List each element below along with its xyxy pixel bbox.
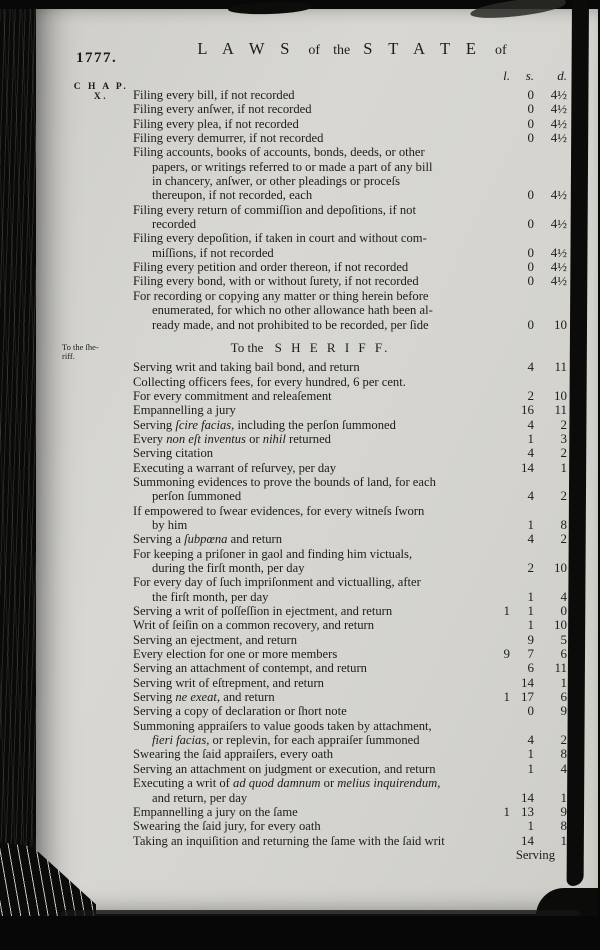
fee-amount — [488, 274, 572, 288]
fee-shillings: 4 — [527, 359, 534, 375]
column-header-shillings: s. — [525, 68, 534, 83]
fee-description: Summoning evidences to prove the bounds of land, for each perſon ſummoned — [133, 474, 436, 504]
fee-shillings: 1 — [527, 430, 534, 446]
fee-shillings: 0 — [527, 703, 534, 719]
fee-description: Serving an attachment on judgment or execution, and return — [133, 761, 436, 776]
sheriff-section-heading — [36, 339, 572, 362]
fee-row — [36, 418, 572, 432]
fee-shillings: 1 — [527, 746, 534, 762]
fee-pence: 4½ — [550, 259, 567, 275]
fee-amount — [488, 532, 572, 546]
fee-shillings: 14 — [521, 674, 534, 690]
scan-bottom-edge — [0, 916, 600, 950]
fee-amount — [488, 518, 572, 532]
fee-shillings: 7 — [527, 646, 534, 662]
fee-shillings: 14 — [521, 832, 534, 848]
fee-pence: 10 — [554, 316, 567, 332]
fee-row — [36, 432, 572, 446]
clerk-fee-list — [36, 88, 572, 332]
fee-shillings: 2 — [527, 560, 534, 575]
fee-pence: 4½ — [550, 130, 567, 146]
fee-pounds: 1 — [503, 603, 510, 619]
page-title — [154, 39, 550, 59]
fee-amount — [488, 131, 572, 145]
fee-amount — [488, 633, 572, 647]
fee-amount — [488, 604, 572, 618]
fee-amount — [488, 819, 572, 833]
fee-description: Filing every depoſition, if taken in court and without com- miſſions, if not recorded — [133, 231, 427, 260]
fee-pounds: 1 — [503, 803, 510, 819]
fee-description: Serving writ and taking bail bond, and return — [133, 360, 360, 375]
fee-description: Empannelling a jury on the ſame — [133, 804, 298, 819]
fee-row — [36, 676, 572, 690]
fee-amount — [488, 389, 572, 403]
fee-amount — [488, 561, 572, 575]
fee-row — [36, 719, 572, 748]
fee-amount — [488, 489, 572, 503]
fee-pence: 9 — [560, 703, 567, 719]
fee-amount — [488, 618, 572, 632]
fee-pence: 4½ — [550, 87, 567, 102]
fee-row — [36, 231, 572, 260]
fee-description: Serving a writ of poſſeſſion in ejectment, and return — [133, 604, 393, 619]
fee-row — [36, 532, 572, 546]
fee-pence: 8 — [560, 516, 567, 532]
fee-row — [36, 647, 572, 661]
fee-description: Taking an inquiſition and returning the ſame with the ſaid writ — [133, 833, 445, 848]
currency-column-headers — [488, 68, 572, 84]
fee-row — [36, 360, 572, 374]
fee-amount — [488, 360, 572, 374]
fee-amount — [488, 102, 572, 116]
fee-description: Filing accounts, books of accounts, bonds, deeds, or other papers, or writings referred to or made a part of any bill in chancery, anſwer, or other pleadings or proceſs thereupon, if not recorded, each — [133, 145, 433, 203]
fee-shillings: 0 — [527, 130, 534, 146]
fee-pence: 1 — [560, 674, 567, 690]
fee-row — [36, 690, 572, 704]
fee-amount — [488, 805, 572, 819]
fee-shillings: 0 — [527, 115, 534, 131]
fee-pounds: 1 — [503, 689, 510, 705]
fee-shillings: 0 — [527, 87, 534, 102]
fee-shillings: 0 — [527, 259, 534, 275]
fee-row — [36, 604, 572, 618]
fee-description: Filing every petition and order thereon, if not recorded — [133, 260, 409, 275]
fee-schedule — [36, 88, 572, 862]
fee-pence: 2 — [560, 488, 567, 504]
fee-description: Filing every bond, with or without ſurety, if not recorded — [133, 274, 419, 289]
sheriff-heading-pre: To the — [230, 339, 264, 355]
fee-shillings: 14 — [521, 789, 534, 805]
fee-pence: 6 — [560, 646, 567, 662]
fee-row — [36, 274, 572, 288]
fee-description: For every commitment and releaſement — [133, 388, 332, 403]
fee-amount — [488, 188, 572, 202]
fee-shillings: 4 — [527, 416, 534, 432]
column-header-pounds: l. — [503, 68, 510, 83]
fee-description: Serving an attachment of contempt, and return — [133, 661, 367, 676]
fee-description: Serving a ſubpœna and return — [133, 532, 283, 547]
fee-description: Swearing the ſaid jury, for every oath — [133, 819, 321, 834]
sheriff-heading-name: S H E R I F F. — [274, 339, 391, 355]
fee-shillings: 0 — [527, 101, 534, 117]
fee-row — [36, 117, 572, 131]
fee-description: Every non eſt inventus or nihil returned — [133, 431, 331, 446]
fee-description: Serving ſcire facias, including the perſon ſummoned — [133, 417, 396, 432]
fee-shillings: 16 — [521, 402, 534, 418]
fee-pence: 1 — [560, 832, 567, 848]
fee-pence: 2 — [560, 531, 567, 547]
fee-pence: 11 — [554, 660, 567, 676]
fee-pence: 4½ — [550, 101, 567, 117]
fee-pence: 2 — [560, 732, 567, 748]
fee-row — [36, 289, 572, 332]
fee-shillings: 0 — [527, 216, 534, 232]
fee-description: Executing a writ of ad quod damnum or melius inquirendum, and return, per day — [133, 776, 441, 805]
fee-amount — [488, 762, 572, 776]
fee-pence: 4½ — [550, 216, 567, 232]
fee-shillings: 9 — [527, 631, 534, 647]
fee-description: Empannelling a jury — [133, 403, 236, 418]
fee-amount — [488, 318, 572, 332]
fee-amount — [488, 747, 572, 761]
fee-pounds: 9 — [503, 646, 510, 662]
fee-shillings: 4 — [527, 732, 534, 748]
fee-pence: 4 — [560, 760, 567, 776]
fee-amount — [488, 647, 572, 661]
fee-row — [36, 88, 572, 102]
margin-year: 1777. — [76, 50, 118, 66]
fee-pence: 10 — [554, 560, 567, 575]
chapter-label: C H A P. — [73, 82, 129, 92]
fee-shillings: 6 — [527, 660, 534, 676]
fee-shillings: 1 — [527, 818, 534, 834]
fee-row — [36, 747, 572, 761]
title-word-of2: of — [495, 43, 507, 58]
fee-pence: 4½ — [550, 115, 567, 131]
fee-description: Serving citation — [133, 446, 214, 461]
fee-shillings: 1 — [527, 588, 534, 604]
fee-pence: 8 — [560, 746, 567, 762]
fee-shillings: 4 — [527, 488, 534, 504]
fee-description: Filing every bill, if not recorded — [133, 88, 295, 102]
fee-shillings: 13 — [521, 803, 534, 819]
chapter-number: X. — [93, 92, 109, 102]
fee-pence: 2 — [560, 445, 567, 461]
fee-description: For every day of ſuch impriſonment and victualling, after the firſt month, per day — [133, 575, 421, 604]
fee-amount — [488, 733, 572, 747]
fee-description: Filing every demurrer, if not recorded — [133, 131, 324, 146]
title-word-the: the — [333, 43, 351, 58]
fee-pence: 4 — [560, 588, 567, 604]
catchword-row — [36, 848, 572, 862]
fee-row — [36, 375, 572, 389]
fee-pence: 1 — [560, 789, 567, 805]
fee-shillings: 0 — [527, 316, 534, 332]
fee-shillings: 0 — [527, 187, 534, 203]
fee-amount — [488, 217, 572, 231]
fee-pence: 9 — [560, 803, 567, 819]
fee-shillings: 1 — [527, 760, 534, 776]
fee-amount — [488, 432, 572, 446]
fee-amount — [488, 661, 572, 675]
fee-amount — [488, 446, 572, 460]
fee-description: If empowered to ſwear evidences, for every witneſs ſworn by him — [133, 503, 425, 532]
fee-row — [36, 834, 572, 848]
fee-shillings: 1 — [527, 617, 534, 633]
fee-description: Serving an ejectment, and return — [133, 632, 298, 647]
fee-shillings: 14 — [521, 459, 534, 475]
margin-note-line1: To the ſhe- — [62, 341, 99, 352]
fee-row — [36, 776, 572, 805]
scanned-page — [36, 6, 598, 914]
fee-row — [36, 102, 572, 116]
fee-description: Serving a copy of declaration or ſhort note — [133, 704, 347, 719]
fee-row — [36, 547, 572, 576]
fee-amount — [488, 834, 572, 848]
fee-pence: 4½ — [550, 187, 567, 203]
margin-note-sheriff — [62, 343, 126, 362]
fee-row — [36, 504, 572, 533]
fee-row — [36, 618, 572, 632]
fee-amount — [488, 791, 572, 805]
fee-pence: 5 — [560, 631, 567, 647]
fee-row — [36, 446, 572, 460]
margin-note-line2: riff. — [62, 351, 75, 362]
fee-description: Executing a warrant of reſurvey, per day — [133, 460, 337, 475]
fee-row — [36, 805, 572, 819]
fee-row — [36, 819, 572, 833]
sheriff-fee-list — [36, 360, 572, 848]
fee-pence: 2 — [560, 416, 567, 432]
fee-pence: 10 — [554, 387, 567, 403]
fee-pence: 4½ — [550, 244, 567, 260]
catchword: Serving — [515, 847, 555, 862]
column-header-pence: d. — [557, 68, 567, 83]
fee-row — [36, 575, 572, 604]
fee-row — [36, 633, 572, 647]
fee-pence: 3 — [560, 430, 567, 446]
fee-row — [36, 461, 572, 475]
fee-row — [36, 131, 572, 145]
fee-pence: 11 — [554, 402, 567, 418]
fee-shillings: 1 — [527, 516, 534, 532]
fee-pence: 10 — [554, 617, 567, 633]
fee-row — [36, 661, 572, 675]
fee-row — [36, 260, 572, 274]
fee-row — [36, 475, 572, 504]
fee-shillings: 4 — [527, 531, 534, 547]
fee-description: Filing every return of commiſſion and depoſitions, if not recorded — [133, 202, 416, 232]
title-word-state: S T A T E — [363, 39, 483, 58]
fee-row — [36, 403, 572, 417]
fee-description: For keeping a priſoner in gaol and finding him victuals, during the firſt month, per day — [133, 546, 413, 575]
fee-amount — [488, 88, 572, 102]
fee-row — [36, 762, 572, 776]
fee-amount — [488, 461, 572, 475]
fee-pence: 6 — [560, 689, 567, 705]
fee-pence: 1 — [560, 459, 567, 475]
fee-amount — [488, 403, 572, 417]
fee-pence: 4½ — [550, 273, 567, 289]
fee-pence: 8 — [560, 818, 567, 834]
fee-row — [36, 704, 572, 718]
fee-amount — [488, 246, 572, 260]
fee-pence: 0 — [560, 603, 567, 619]
fee-shillings: 4 — [527, 445, 534, 461]
fee-shillings: 0 — [527, 244, 534, 260]
fee-row — [36, 145, 572, 202]
fee-description: Swearing the ſaid appraiſers, every oath — [133, 747, 334, 762]
fee-description: Filing every anſwer, if not recorded — [133, 102, 312, 117]
fee-description: Every election for one or more members — [133, 647, 338, 662]
title-word-of: of — [308, 43, 321, 58]
fee-amount — [488, 690, 572, 704]
fee-description: Filing every plea, if not recorded — [133, 116, 299, 131]
sheriff-heading-text — [133, 341, 488, 355]
fee-shillings: 1 — [527, 603, 534, 619]
fee-pence: 11 — [554, 359, 567, 375]
fee-shillings: 17 — [521, 689, 534, 705]
fee-description: Serving ne exeat, and return — [133, 690, 275, 705]
title-word-laws: L A W S — [197, 39, 296, 58]
fee-shillings: 0 — [527, 273, 534, 289]
fee-description: For recording or copying any matter or thing herein before enumerated, for which no other allowance hath been al- ready made, and not prohibited to be recorded, per ſide — [133, 288, 433, 332]
fee-description: Serving writ of eſtrepment, and return — [133, 675, 324, 690]
fee-amount — [488, 418, 572, 432]
fee-amount — [488, 676, 572, 690]
fee-shillings: 2 — [527, 387, 534, 403]
fee-amount — [488, 260, 572, 274]
fee-row — [36, 203, 572, 232]
fee-amount — [488, 704, 572, 718]
fee-amount — [488, 590, 572, 604]
fee-description: Summoning appraiſers to value goods taken by attachment, fieri facias, or replevin, for each appraiſer ſummoned — [133, 718, 432, 748]
fee-row — [36, 389, 572, 403]
fee-description: Writ of ſeiſin on a common recovery, and return — [133, 618, 375, 633]
fee-description: Collecting officers fees, for every hundred, 6 per cent. — [133, 374, 406, 389]
fee-amount — [488, 117, 572, 131]
